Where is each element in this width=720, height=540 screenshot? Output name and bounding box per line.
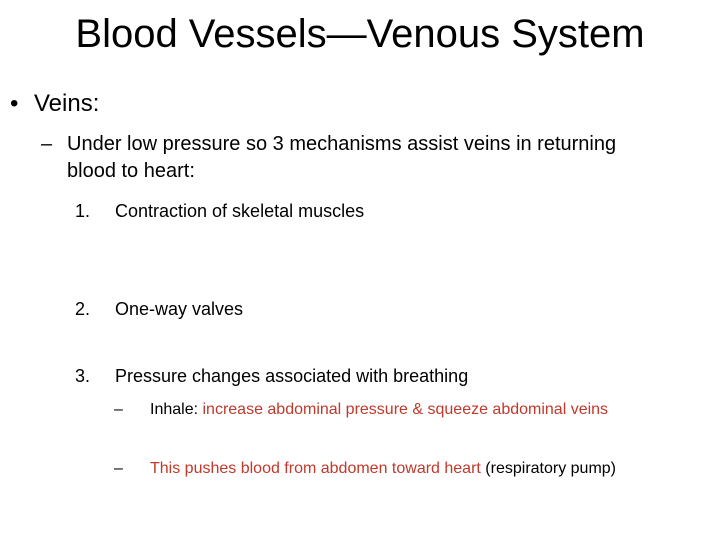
dash-icon: – (41, 133, 53, 155)
sub-point-respiratory-pump (114, 457, 704, 480)
list-item-text: One-way valves (115, 299, 244, 319)
dash-icon: – (114, 460, 123, 477)
sub-point-inhale (114, 398, 704, 421)
list-item-mechanism-3 (75, 364, 468, 388)
list-item-mechanism-2 (75, 297, 243, 321)
list-number: 1. (75, 201, 91, 221)
bullet-veins (10, 88, 99, 120)
slide-title: Blood Vessels—Venous System (75, 12, 645, 56)
sub-bullet-low-pressure (41, 131, 641, 185)
list-number: 2. (75, 299, 91, 319)
sub-point-body (150, 457, 704, 480)
sub-point-tail: (respiratory pump) (480, 460, 617, 477)
list-number: 3. (75, 366, 91, 386)
dash-icon: – (114, 401, 123, 418)
bullet-veins-label: Veins: (34, 90, 100, 117)
sub-point-highlight: increase abdominal pressure & squeeze abdominal veins (202, 401, 609, 418)
list-item-text: Contraction of skeletal muscles (115, 201, 365, 221)
sub-bullet-text: Under low pressure so 3 mechanisms assist veins in returning blood to heart: (67, 133, 617, 182)
list-item-mechanism-1 (75, 199, 364, 223)
sub-point-highlight: This pushes blood from abdomen toward heart (150, 460, 481, 477)
sub-point-body (150, 398, 704, 421)
sub-point-lead: Inhale: (150, 401, 203, 418)
bullet-dot-icon: • (10, 90, 19, 117)
list-item-text: Pressure changes associated with breathing (115, 366, 469, 386)
